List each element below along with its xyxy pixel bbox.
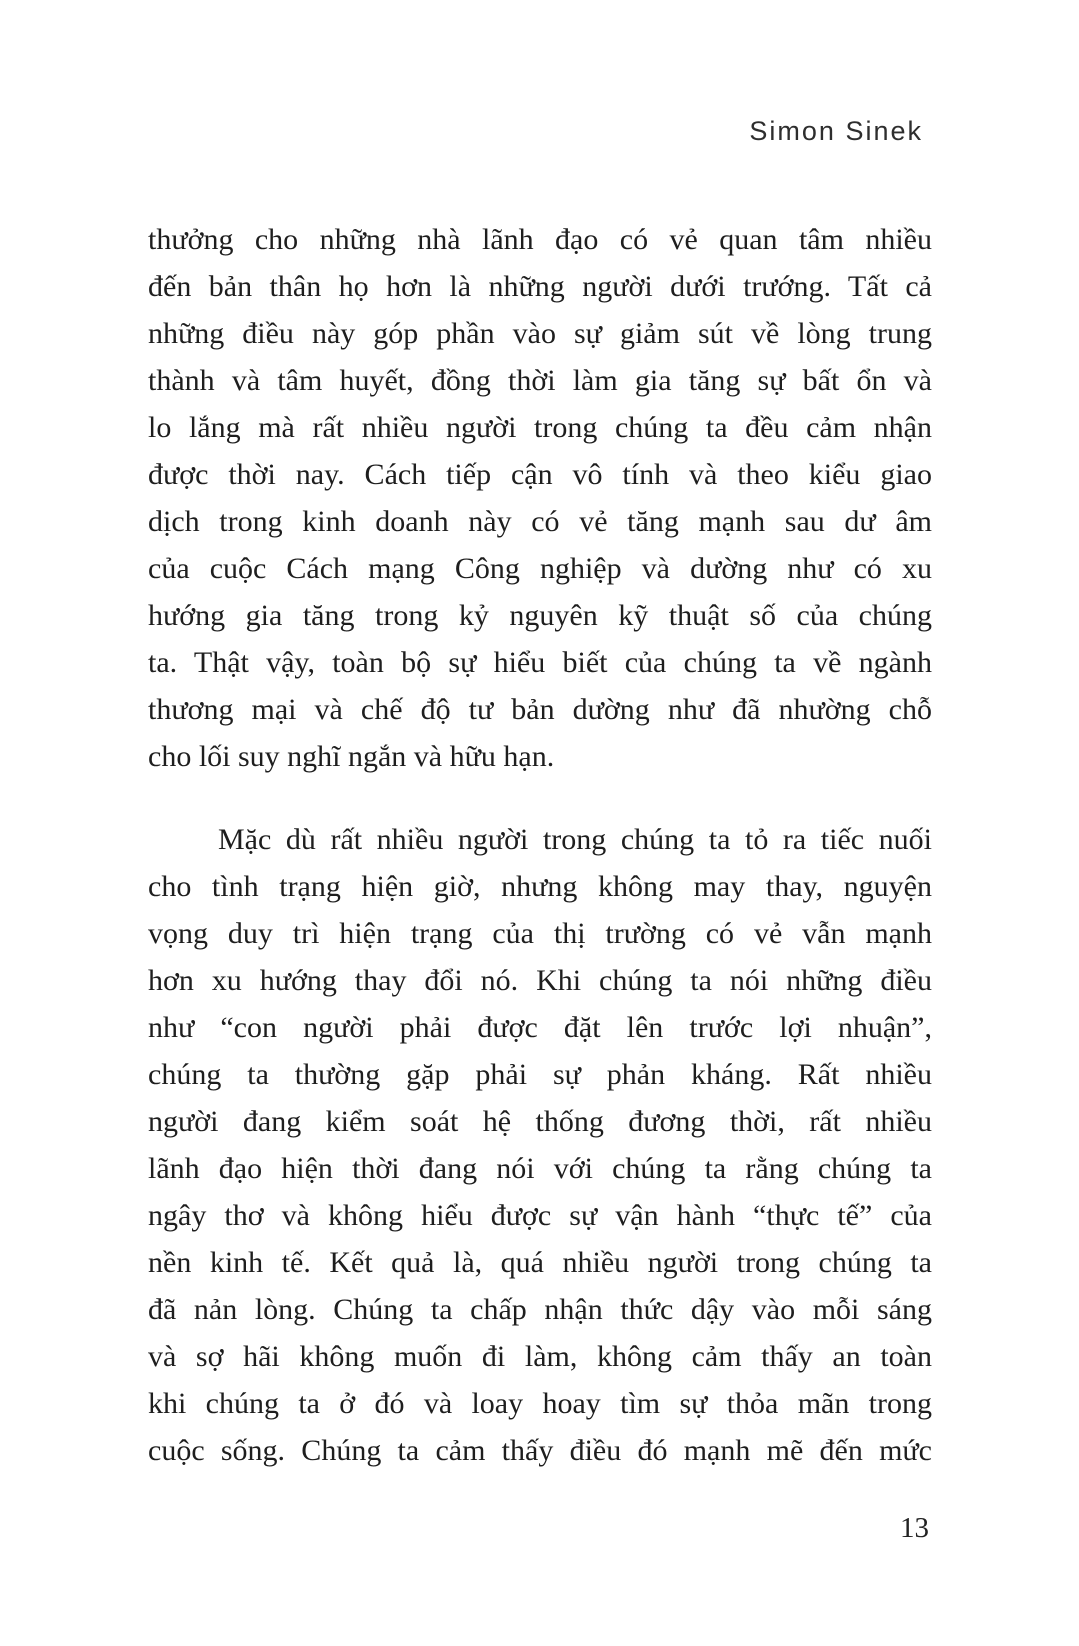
text-line: lãnh đạo hiện thời đang nói với chúng ta rằng chúng ta	[148, 1152, 932, 1185]
text-line: thương mại và chế độ tư bản dường như đã nhường chỗ	[148, 693, 932, 726]
text-line: vọng duy trì hiện trạng của thị trường có vẻ vẫn mạnh	[148, 917, 932, 950]
page-number: 13	[900, 1512, 929, 1544]
text-line: và sợ hãi không muốn đi làm, không cảm thấy an toàn	[148, 1340, 932, 1373]
text-line: Mặc dù rất nhiều người trong chúng ta tỏ ra tiếc nuối	[218, 823, 932, 856]
text-line: cuộc sống. Chúng ta cảm thấy điều đó mạnh mẽ đến mức	[148, 1434, 932, 1467]
text-line: những điều này góp phần vào sự giảm sút về lòng trung	[148, 317, 932, 350]
text-line: nền kinh tế. Kết quả là, quá nhiều người trong chúng ta	[148, 1246, 932, 1279]
text-line: lo lắng mà rất nhiều người trong chúng ta đều cảm nhận	[148, 411, 932, 444]
paragraph-1	[148, 216, 932, 780]
text-line: ngây thơ và không hiểu được sự vận hành “thực tế” của	[148, 1199, 932, 1232]
text-line: được thời nay. Cách tiếp cận vô tính và theo kiểu giao	[148, 458, 932, 491]
text-line: thành và tâm huyết, đồng thời làm gia tăng sự bất ổn và	[148, 364, 932, 397]
text-line: đến bản thân họ hơn là những người dưới trướng. Tất cả	[148, 270, 932, 303]
body-text	[148, 216, 932, 1474]
running-header: Simon Sinek	[749, 116, 923, 146]
paragraph-2	[148, 816, 932, 1474]
text-line: hướng gia tăng trong kỷ nguyên kỹ thuật số của chúng	[148, 599, 932, 632]
text-line: thưởng cho những nhà lãnh đạo có vẻ quan tâm nhiều	[148, 223, 932, 256]
text-line: như “con người phải được đặt lên trước lợi nhuận”,	[148, 1011, 932, 1044]
text-line: người đang kiểm soát hệ thống đương thời, rất nhiều	[148, 1105, 932, 1138]
text-line: cho lối suy nghĩ ngắn và hữu hạn.	[148, 740, 555, 773]
text-line: cho tình trạng hiện giờ, nhưng không may thay, nguyện	[148, 870, 932, 903]
text-line: hơn xu hướng thay đổi nó. Khi chúng ta nói những điều	[148, 964, 932, 997]
text-line: ta. Thật vậy, toàn bộ sự hiểu biết của chúng ta về ngành	[148, 646, 932, 679]
text-line: chúng ta thường gặp phải sự phản kháng. Rất nhiều	[148, 1058, 932, 1091]
text-line: đã nản lòng. Chúng ta chấp nhận thức dậy vào mỗi sáng	[148, 1293, 932, 1326]
text-line: dịch trong kinh doanh này có vẻ tăng mạnh sau dư âm	[148, 505, 932, 538]
text-line: của cuộc Cách mạng Công nghiệp và dường như có xu	[148, 552, 932, 585]
text-line: khi chúng ta ở đó và loay hoay tìm sự thỏa mãn trong	[148, 1387, 932, 1420]
